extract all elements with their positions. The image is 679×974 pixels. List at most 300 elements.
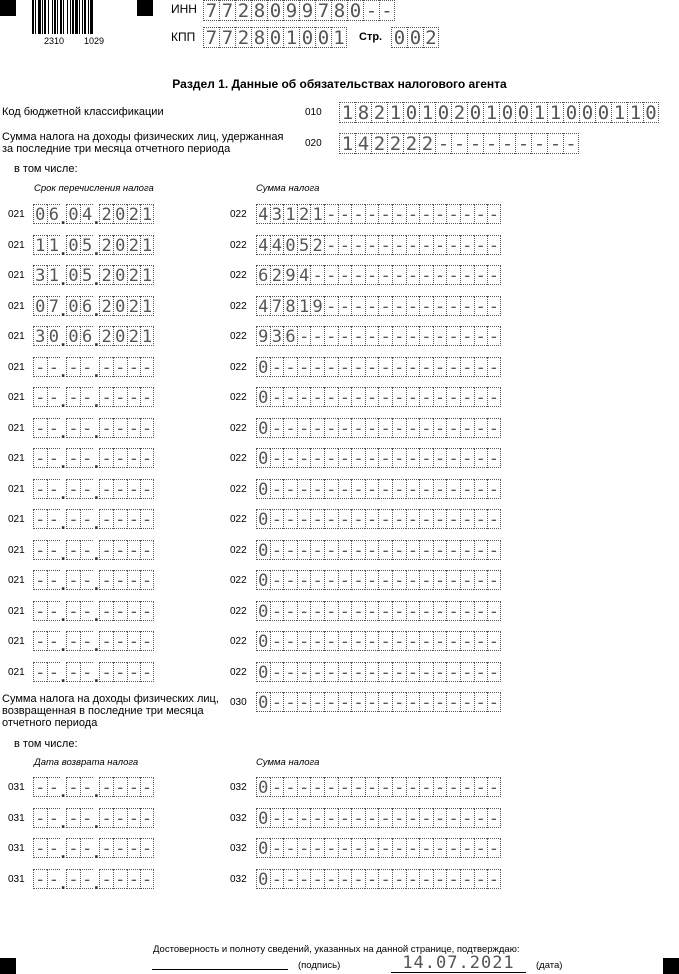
char-cell: - [460, 631, 474, 651]
date-separator: . [60, 811, 66, 832]
char-cell: - [363, 0, 379, 21]
row-code: 021 [8, 331, 25, 342]
char-cell: 9 [283, 0, 299, 21]
date-separator: . [60, 574, 66, 594]
withheld-label-line1: Сумма налога на доходы физических лиц, удержанная [2, 131, 284, 143]
char-cell: - [127, 601, 141, 621]
char-cell: - [406, 235, 420, 255]
row-code: 021 [8, 453, 25, 464]
char-cell: 2 [127, 235, 141, 255]
char-cell: - [127, 808, 141, 828]
char-cell: - [113, 448, 127, 468]
char-cell: - [419, 692, 433, 712]
row-code: 021 [8, 270, 25, 281]
char-cell: - [338, 838, 352, 858]
char-cell: - [80, 479, 94, 499]
char-cell: - [460, 692, 474, 712]
char-cell: - [351, 204, 365, 224]
char-cell: 2 [127, 296, 141, 316]
char-cell: - [127, 662, 141, 682]
char-cell: 2 [310, 235, 324, 255]
date-separator: . [93, 513, 99, 533]
char-cell: - [338, 631, 352, 651]
char-cell: - [297, 509, 311, 529]
char-cell: - [33, 777, 47, 797]
char-cell: 2 [127, 326, 141, 346]
char-cell: 0 [256, 838, 270, 858]
char-cell: - [283, 838, 297, 858]
char-cell: - [474, 838, 488, 858]
char-cell: 0 [113, 296, 127, 316]
char-cell: - [433, 540, 447, 560]
char-cell: - [460, 448, 474, 468]
char-cell: - [446, 692, 460, 712]
char-cell: - [270, 777, 284, 797]
char-cell: - [113, 418, 127, 438]
char-cell: - [310, 509, 324, 529]
char-cell: - [324, 448, 338, 468]
char-cell: - [47, 509, 61, 529]
char-cell: - [127, 631, 141, 651]
row-code: 021 [8, 422, 25, 434]
char-cell: - [338, 296, 352, 316]
char-cell: - [113, 631, 127, 651]
date-separator: . [60, 482, 66, 503]
char-cell: 0 [299, 27, 315, 48]
char-cell: - [446, 540, 460, 560]
char-cell: - [338, 357, 352, 377]
char-cell: - [338, 540, 352, 560]
char-cell: - [310, 662, 324, 682]
char-cell: 0 [595, 102, 611, 123]
date-separator: . [93, 781, 99, 801]
row-code: 022 [230, 361, 247, 373]
char-cell: - [392, 570, 406, 590]
char-cell: - [474, 662, 488, 682]
char-cell: - [33, 570, 47, 590]
char-cell: 0 [256, 869, 270, 889]
char-cell: - [310, 631, 324, 651]
char-cell: - [338, 418, 352, 438]
date-field [33, 387, 154, 411]
char-cell: - [47, 418, 61, 438]
char-cell: - [351, 387, 365, 407]
returned-label-line3: отчетного периода [2, 717, 98, 729]
char-cell: - [66, 601, 80, 621]
char-cell: - [338, 387, 352, 407]
char-cell: - [310, 777, 324, 797]
char-cell: - [80, 808, 94, 828]
char-cell: - [324, 387, 338, 407]
char-cell: 8 [355, 102, 371, 123]
char-cell: 0 [33, 296, 47, 316]
char-cell: 1 [33, 235, 47, 255]
char-cell: - [392, 631, 406, 651]
char-cell: - [283, 631, 297, 651]
char-cell: 2 [99, 296, 113, 316]
char-cell: - [419, 631, 433, 651]
char-cell: - [474, 235, 488, 255]
char-cell: - [351, 540, 365, 560]
including-label-1: в том числе: [14, 163, 78, 175]
char-cell: - [446, 418, 460, 438]
char-cell: - [141, 571, 153, 591]
char-cell: - [488, 510, 500, 530]
char-cell: - [406, 869, 420, 889]
char-cell: - [99, 808, 113, 828]
char-cell: 1 [483, 102, 499, 123]
char-cell: 5 [297, 235, 311, 255]
date-separator: . [93, 604, 99, 625]
char-cell: - [392, 662, 406, 682]
withheld-label-line2: за последние три месяца отчетного периода [2, 143, 231, 155]
char-cell: - [324, 662, 338, 682]
char-cell: - [392, 204, 406, 224]
char-cell: 1 [47, 265, 61, 285]
row-code: 022 [230, 453, 247, 464]
char-cell: 2 [99, 204, 113, 224]
char-cell: - [283, 357, 297, 377]
row-code: 022 [230, 514, 247, 525]
date-field [33, 540, 154, 564]
char-cell: - [127, 869, 141, 889]
char-cell: - [488, 357, 500, 378]
char-cell: - [433, 869, 447, 889]
char-cell: 0 [315, 27, 331, 48]
char-cell: - [324, 326, 338, 346]
char-cell: - [406, 418, 420, 438]
sum-field [256, 387, 501, 407]
char-cell: - [338, 570, 352, 590]
char-cell: - [270, 662, 284, 682]
including-label-2: в том числе: [14, 738, 78, 750]
char-cell: 4 [297, 265, 311, 285]
char-cell: - [338, 265, 352, 285]
char-cell: 4 [256, 235, 270, 255]
char-cell: 2 [99, 235, 113, 255]
char-cell: 0 [256, 479, 270, 499]
char-cell: - [392, 692, 406, 712]
char-cell: - [270, 357, 284, 377]
char-cell: - [270, 631, 284, 651]
char-cell: 3 [33, 265, 47, 285]
barcode-number-left: 2310 [44, 36, 65, 46]
char-cell: - [99, 601, 113, 621]
date-separator: . [93, 811, 99, 832]
date-field [33, 509, 154, 533]
char-cell: - [310, 692, 324, 712]
sum-field [256, 235, 501, 255]
barcode-icon [32, 0, 110, 34]
char-cell: - [433, 509, 447, 529]
kpp-field [203, 27, 347, 48]
char-cell: - [324, 540, 338, 560]
char-cell: - [365, 808, 379, 828]
char-cell: - [33, 387, 47, 407]
date-separator: . [93, 330, 99, 350]
char-cell: - [141, 388, 153, 408]
date-separator: . [60, 421, 66, 442]
char-cell: 3 [33, 326, 47, 346]
char-cell: - [419, 265, 433, 285]
char-cell: - [338, 204, 352, 224]
sum-field [256, 570, 501, 590]
date-separator: . [60, 665, 66, 686]
row-code: 021 [8, 605, 25, 617]
row-code: 031 [8, 812, 25, 824]
char-cell: - [406, 838, 420, 858]
date-field [33, 479, 154, 503]
char-cell: - [324, 479, 338, 499]
char-cell: 0 [515, 102, 531, 123]
char-cell: 1 [141, 296, 153, 317]
date-separator: . [93, 238, 99, 259]
char-cell: 7 [47, 296, 61, 316]
char-cell: - [406, 540, 420, 560]
char-cell: - [433, 631, 447, 651]
char-cell: - [419, 869, 433, 889]
char-cell: - [451, 133, 467, 154]
char-cell: - [310, 808, 324, 828]
char-cell: 1 [547, 102, 563, 123]
char-cell: - [488, 632, 500, 652]
char-cell: - [113, 509, 127, 529]
char-cell: - [433, 601, 447, 621]
char-cell: - [338, 448, 352, 468]
char-cell: - [270, 808, 284, 828]
char-cell: 4 [270, 235, 284, 255]
char-cell: - [378, 631, 392, 651]
char-cell: - [66, 570, 80, 590]
char-cell: - [392, 479, 406, 499]
char-cell: - [297, 326, 311, 346]
date-field [33, 326, 154, 350]
char-cell: - [474, 869, 488, 889]
char-cell: - [324, 357, 338, 377]
char-cell: - [406, 265, 420, 285]
char-cell: 7 [219, 27, 235, 48]
char-cell: - [338, 479, 352, 499]
char-cell: - [80, 838, 94, 858]
char-cell: 7 [219, 0, 235, 21]
char-cell: - [474, 448, 488, 468]
char-cell: - [141, 510, 153, 530]
sum-field [256, 808, 501, 828]
char-cell: 4 [256, 204, 270, 224]
char-cell: 0 [403, 102, 419, 123]
char-cell: 0 [256, 662, 270, 682]
char-cell: - [460, 235, 474, 255]
char-cell: - [433, 570, 447, 590]
char-cell: - [460, 204, 474, 224]
date-separator: . [60, 299, 66, 320]
char-cell: 0 [579, 102, 595, 123]
char-cell: - [113, 479, 127, 499]
date-field [33, 357, 154, 381]
char-cell: - [141, 869, 153, 890]
date-separator: . [60, 360, 66, 381]
char-cell: 0 [256, 631, 270, 651]
inn-label: ИНН [171, 2, 197, 16]
char-cell: 0 [267, 0, 283, 21]
char-cell: 0 [256, 387, 270, 407]
char-cell: - [460, 357, 474, 377]
char-cell: 0 [467, 102, 483, 123]
char-cell: - [460, 326, 474, 346]
char-cell: - [379, 0, 395, 21]
char-cell: - [113, 357, 127, 377]
char-cell: - [127, 448, 141, 468]
char-cell: - [351, 838, 365, 858]
char-cell: 4 [355, 133, 371, 154]
char-cell: - [406, 204, 420, 224]
char-cell: - [99, 448, 113, 468]
char-cell: - [80, 540, 94, 560]
char-cell: - [283, 692, 297, 712]
row-code: 022 [230, 209, 247, 220]
char-cell: - [378, 838, 392, 858]
char-cell: - [338, 662, 352, 682]
row-code: 022 [230, 483, 247, 495]
char-cell: - [33, 479, 47, 499]
char-cell: - [80, 448, 94, 468]
char-cell: - [127, 777, 141, 797]
char-cell: - [66, 631, 80, 651]
char-cell: - [324, 570, 338, 590]
char-cell: - [446, 631, 460, 651]
char-cell: - [446, 808, 460, 828]
date-separator: . [60, 391, 66, 411]
char-cell: - [406, 448, 420, 468]
sum-field [256, 357, 501, 377]
char-cell: 8 [331, 0, 347, 21]
char-cell: - [66, 838, 80, 858]
char-cell: - [99, 540, 113, 560]
char-cell: 1 [141, 235, 153, 256]
char-cell: - [351, 479, 365, 499]
sum-field [256, 418, 501, 438]
char-cell: - [270, 838, 284, 858]
char-cell: - [378, 387, 392, 407]
col-header-date-1: Срок перечисления налога [34, 183, 154, 194]
char-cell: 2 [270, 265, 284, 285]
char-cell: - [446, 570, 460, 590]
char-cell: 0 [435, 102, 451, 123]
char-cell: - [99, 509, 113, 529]
char-cell: - [66, 509, 80, 529]
char-cell: - [406, 387, 420, 407]
char-cell: - [488, 571, 500, 591]
corner-marker [137, 0, 153, 16]
char-cell: 2 [235, 27, 251, 48]
row-code: 022 [230, 300, 247, 312]
char-cell: - [365, 387, 379, 407]
char-cell: - [419, 479, 433, 499]
char-cell: - [446, 265, 460, 285]
char-cell: 2 [127, 204, 141, 224]
char-cell: - [351, 265, 365, 285]
char-cell: - [270, 479, 284, 499]
date-field [33, 631, 154, 655]
char-cell: - [474, 601, 488, 621]
row-code: 022 [230, 422, 247, 434]
char-cell: 3 [270, 204, 284, 224]
char-cell: - [474, 204, 488, 224]
char-cell: - [80, 387, 94, 407]
char-cell: - [283, 448, 297, 468]
char-cell: - [66, 387, 80, 407]
char-cell: - [433, 479, 447, 499]
char-cell: - [351, 296, 365, 316]
date-separator: . [93, 872, 99, 893]
char-cell: - [474, 570, 488, 590]
char-cell: - [47, 869, 61, 889]
char-cell: - [433, 296, 447, 316]
char-cell: - [297, 448, 311, 468]
sum-field [256, 631, 501, 651]
date-separator: . [93, 482, 99, 503]
char-cell: 0 [407, 27, 423, 48]
char-cell: - [283, 509, 297, 529]
char-cell: - [33, 601, 47, 621]
char-cell: - [66, 662, 80, 682]
char-cell: - [392, 387, 406, 407]
char-cell: - [324, 777, 338, 797]
char-cell: - [446, 479, 460, 499]
char-cell: - [66, 479, 80, 499]
kbk-code: 010 [305, 107, 322, 118]
barcode-number-right: 1029 [84, 36, 105, 46]
row-code: 021 [8, 361, 25, 373]
char-cell: - [433, 448, 447, 468]
row-code: 031 [8, 843, 25, 854]
char-cell: - [310, 570, 324, 590]
char-cell: - [406, 692, 420, 712]
char-cell: - [113, 777, 127, 797]
char-cell: 1 [531, 102, 547, 123]
char-cell: 0 [66, 265, 80, 285]
char-cell: 1 [339, 102, 355, 123]
char-cell: - [378, 692, 392, 712]
char-cell: 0 [267, 27, 283, 48]
char-cell: - [47, 448, 61, 468]
char-cell: 7 [203, 0, 219, 21]
char-cell: 0 [256, 357, 270, 377]
row-code: 031 [8, 873, 25, 885]
kbk-field [339, 102, 659, 123]
sum-field [256, 448, 501, 468]
char-cell: - [127, 570, 141, 590]
date-separator: . [60, 604, 66, 625]
char-cell: - [488, 808, 500, 829]
char-cell: 7 [270, 296, 284, 316]
char-cell: - [283, 570, 297, 590]
char-cell: - [270, 448, 284, 468]
char-cell: - [392, 540, 406, 560]
char-cell: - [488, 266, 500, 286]
char-cell: 1 [419, 102, 435, 123]
char-cell: 0 [47, 326, 61, 346]
char-cell: - [419, 448, 433, 468]
char-cell: - [80, 418, 94, 438]
char-cell: - [33, 869, 47, 889]
returned-code: 030 [230, 697, 247, 708]
char-cell: - [310, 326, 324, 346]
char-cell: - [127, 509, 141, 529]
page-number-field [391, 27, 439, 48]
sum-field [256, 838, 501, 858]
char-cell: - [433, 387, 447, 407]
